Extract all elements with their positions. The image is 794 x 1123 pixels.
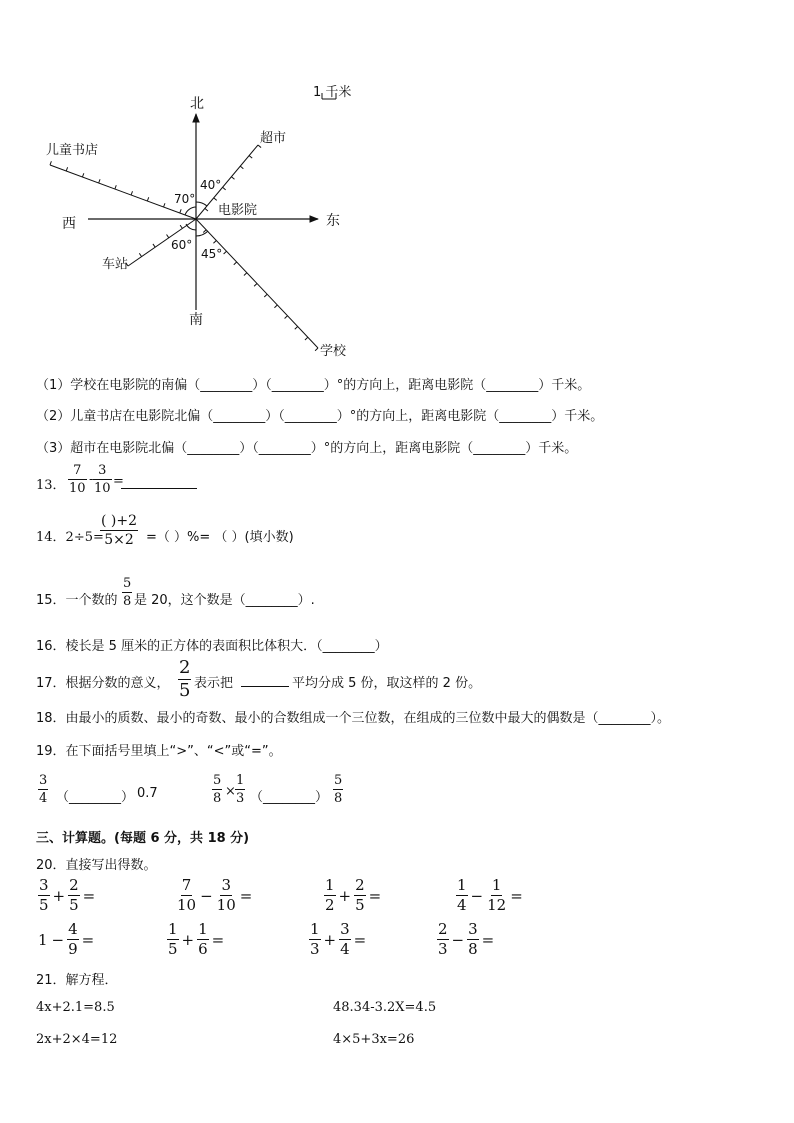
section-3-title: 三、计算题。(每题 6 分，共 18 分) (36, 831, 250, 846)
ray-school-tick (203, 230, 206, 233)
q12-item-2: （2）儿童书店在电影院北偏（________）（________）°的方向上，距离电影院（________）千米。 (36, 409, 604, 424)
q17-answer-blank[interactable] (241, 672, 289, 687)
equation-2: 48.34-3.2X=4.5 (333, 1000, 437, 1015)
angle-arc-ne (196, 202, 207, 206)
scale-label: 1 千米 (313, 85, 352, 100)
fraction: $\frac{3}{10}$ (216, 876, 236, 914)
q17-fraction: $\frac{2}{5}$ (179, 657, 191, 701)
angle-ne: 40° (200, 178, 222, 192)
ray-station-tick (180, 225, 182, 228)
angle-arc-se (196, 231, 208, 236)
q20-e5: 1 − $\frac{4}{9}$ = (38, 920, 95, 958)
ray-bookstore-tick (66, 167, 67, 171)
ray-supermarket-tick (205, 208, 208, 211)
ray-school-tick (213, 241, 216, 244)
q14-fraction: $\frac{( )+2}{5\times 2}$ (101, 513, 138, 548)
west-label: 西 (62, 216, 76, 232)
equation-3: 2x+2×4=12 (36, 1032, 118, 1047)
fraction: $\frac{1}{12}$ (487, 876, 507, 914)
school-label: 学校 (320, 344, 347, 359)
equation-4: 4×5+3x=26 (333, 1032, 415, 1047)
q19-b-blank[interactable]: （________） (250, 790, 329, 805)
ray-bookstore-tick (82, 173, 83, 177)
q13-label: 13． (36, 478, 66, 493)
ray-school-tick (264, 294, 267, 297)
scale-bar (313, 84, 351, 100)
q12-item-3: （3）超市在电影院北偏（________）（________）°的方向上，距离电影院（________）千米。 (36, 441, 578, 456)
bookstore-label: 儿童书店 (46, 143, 99, 158)
supermarket-label: 超市 (260, 131, 287, 146)
q15-fraction: $\frac{5}{8}$ (123, 576, 132, 609)
equation-1: 4x+2.1=8.5 (36, 1000, 115, 1015)
angle-sw: 60° (171, 238, 193, 252)
ray-station-tick (139, 253, 141, 256)
ray-supermarket-tick (249, 156, 252, 159)
question-21: 21．解方程． (36, 973, 118, 988)
cinema-label: 电影院 (218, 203, 258, 218)
fraction: 3 5 (39, 876, 49, 914)
fraction: 7 10 (177, 876, 197, 914)
fraction: $\frac{2}{5}$ (355, 876, 365, 914)
q20-e1: 3 5 + $\frac{2}{5}$ = (39, 876, 96, 914)
ray-bookstore-tick (180, 209, 181, 213)
q13-fraction-2: $\frac{3}{10}$ (94, 463, 111, 496)
ray-bookstore-tick (131, 191, 132, 195)
fraction: 2 3 (438, 920, 448, 958)
ray-school-tick (295, 327, 298, 330)
q20-e3: 1 2 + $\frac{2}{5}$ = (325, 876, 382, 914)
q14-rest: =（ ）%= （ ）(填小数) (146, 530, 294, 545)
fraction: $\frac{3}{8}$ (468, 920, 478, 958)
q14-label: 14．2÷5= (36, 530, 104, 545)
fraction: $\frac{3}{4}$ (340, 920, 350, 958)
fraction: $\frac{1}{6}$ (198, 920, 208, 958)
fraction: 1 5 (168, 920, 178, 958)
q20-e6: 1 5 + $\frac{1}{6}$ = (168, 920, 225, 958)
ray-school-tick (274, 305, 277, 308)
q13-answer-blank[interactable] (121, 474, 197, 489)
q13-fraction-1: $\frac{7}{10}$ (69, 463, 86, 496)
angle-arc-nw (185, 207, 196, 215)
ray-supermarket-tick (214, 198, 217, 201)
ray-school-tick (254, 284, 257, 287)
q12-item-1: （1）学校在电影院的南偏（________）（________）°的方向上，距离电影院（________）千米。 (36, 378, 591, 393)
ray-station-tick (153, 244, 155, 247)
station-label: 车站 (102, 257, 129, 272)
q20-e2: 7 10 − $\frac{3}{10}$ = (177, 876, 253, 914)
ray-bookstore-tick (115, 185, 116, 189)
ray-school-tick (315, 348, 318, 351)
question-16: 16．棱长是 5 厘米的正方体的表面积比体积大．（________） (36, 639, 388, 654)
ray-bookstore-tick (99, 179, 100, 183)
q19-a-blank[interactable]: （________） (56, 790, 135, 805)
question-19: 19．在下面括号里填上“>”、“<”或“=”。 (36, 744, 282, 759)
fraction: $\frac{2}{5}$ (69, 876, 79, 914)
ray-school-tick (305, 337, 308, 340)
fraction: $\frac{4}{9}$ (68, 920, 78, 958)
ray-school-tick (234, 262, 237, 265)
q20-e4: 1 4 − $\frac{1}{12}$ = (457, 876, 523, 914)
ray-bookstore-tick (164, 203, 165, 207)
ray-bookstore-tick (147, 197, 148, 201)
fraction: 1 3 (310, 920, 320, 958)
ray-school-tick (285, 316, 288, 319)
ray-supermarket-tick (223, 187, 226, 190)
north-label: 北 (190, 96, 204, 112)
fraction: 1 4 (457, 876, 467, 914)
east-label: 东 (326, 213, 340, 229)
ray-school-tick (224, 251, 227, 254)
ray-station-tick (167, 235, 169, 238)
q20-e8: 2 3 − $\frac{3}{8}$ = (438, 920, 495, 958)
fraction: 1 2 (325, 876, 335, 914)
question-18: 18．由最小的质数、最小的奇数、最小的合数组成一个三位数，在组成的三位数中最大的偶数是（________）。 (36, 711, 671, 726)
direction-diagram (0, 0, 794, 370)
ray-supermarket-tick (231, 177, 234, 180)
ray-supermarket-tick (240, 166, 243, 169)
question-20: 20．直接写出得数。 (36, 858, 157, 873)
angle-se: 45° (201, 247, 223, 261)
ray-school-tick (244, 273, 247, 276)
south-label: 南 (189, 312, 203, 328)
ray-bookstore-tick (50, 161, 51, 165)
q20-e7: 1 3 + $\frac{3}{4}$ = (310, 920, 367, 958)
angle-nw: 70° (174, 192, 196, 206)
